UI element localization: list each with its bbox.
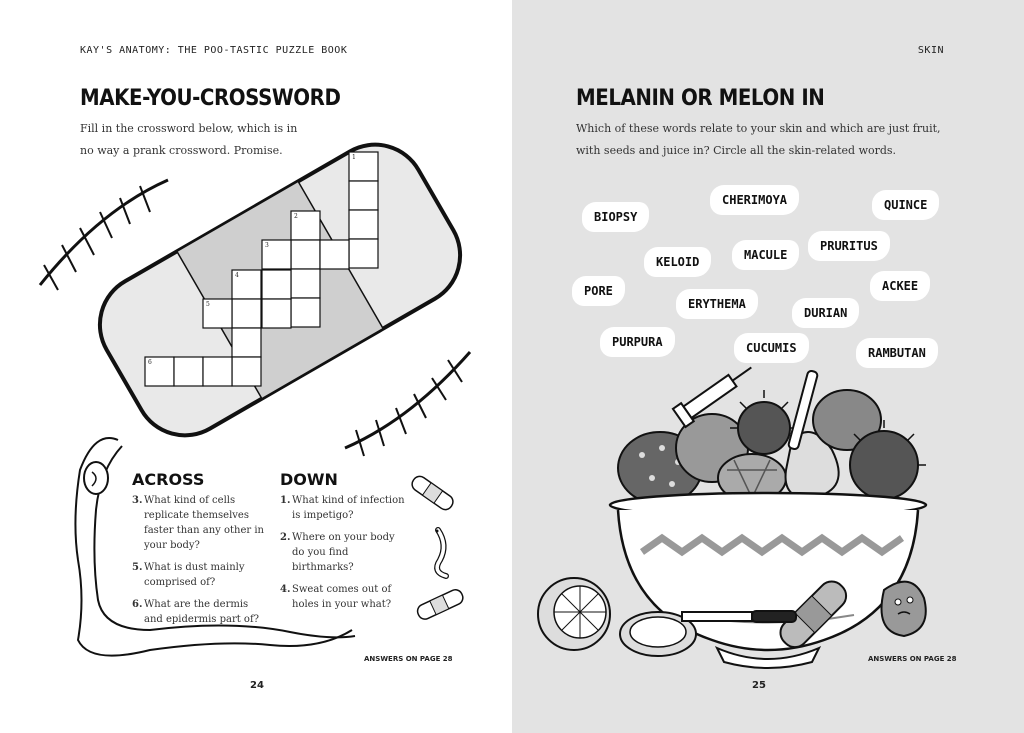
word-rambutan[interactable]: RAMBUTAN — [868, 346, 926, 360]
word-pruritus[interactable]: PRURITUS — [820, 239, 878, 253]
page-title-left: MAKE-YOU-CROSSWORD — [80, 86, 341, 111]
clue-num: 1. — [280, 495, 291, 506]
clue-text: Sweat comes out of holes in your what? — [292, 584, 392, 610]
clue-num: 4. — [280, 584, 291, 595]
answers-note-right: ANSWERS ON PAGE 28 — [868, 655, 957, 663]
clue-item — [132, 560, 264, 590]
clue-number: 5 — [206, 301, 210, 308]
clue-text: What is dust mainly comprised of? — [144, 562, 245, 588]
intro-line: Which of these words relate to your skin and which are just fruit, — [576, 122, 941, 135]
clue-num: 5. — [132, 562, 143, 573]
clue-number: 1 — [352, 154, 356, 161]
answers-note-left: ANSWERS ON PAGE 28 — [364, 655, 453, 663]
intro-line: Fill in the crossword below, which is in — [80, 122, 298, 135]
word-ackee[interactable]: ACKEE — [882, 279, 918, 293]
down-heading: DOWN — [280, 470, 338, 489]
running-head-left: KAY'S ANATOMY: THE POO-TASTIC PUZZLE BOOK — [80, 45, 348, 56]
clue-item — [280, 582, 410, 612]
intro-line: no way a prank crossword. Promise. — [80, 144, 283, 157]
clue-item — [280, 493, 410, 523]
clue-number: 3 — [265, 242, 269, 249]
clue-number: 2 — [294, 213, 298, 220]
word-biopsy[interactable]: BIOPSY — [594, 210, 637, 224]
word-durian[interactable]: DURIAN — [804, 306, 847, 320]
fruit-bowl-illustration — [512, 0, 1024, 733]
clue-item — [132, 493, 264, 553]
clue-num: 2. — [280, 532, 291, 543]
running-head-right: SKIN — [917, 45, 944, 56]
word-cucumis[interactable]: CUCUMIS — [746, 341, 797, 355]
word-purpura[interactable]: PURPURA — [612, 335, 663, 349]
clue-number: 6 — [148, 359, 152, 366]
clue-item — [132, 597, 264, 627]
page-title-right: MELANIN OR MELON IN — [576, 86, 825, 111]
down-clues — [280, 493, 410, 619]
across-heading: ACROSS — [132, 470, 205, 489]
clue-num: 6. — [132, 599, 143, 610]
word-cherimoya[interactable]: CHERIMOYA — [722, 193, 787, 207]
word-pore[interactable]: PORE — [584, 284, 613, 298]
word-keloid[interactable]: KELOID — [656, 255, 699, 269]
clue-item — [280, 530, 410, 575]
clue-text: What are the dermis and epidermis part of? — [144, 599, 260, 625]
clue-text: What kind of infection is impetigo? — [292, 495, 405, 521]
clue-num: 3. — [132, 495, 143, 506]
right-page — [512, 0, 1024, 733]
word-erythema[interactable]: ERYTHEMA — [688, 297, 746, 311]
page-number-right: 25 — [752, 680, 766, 691]
across-clues — [132, 493, 264, 634]
clue-text: What kind of cells replicate themselves faster than any other in your body? — [144, 495, 264, 551]
page-number-left: 24 — [250, 680, 264, 691]
clue-text: Where on your body do you find birthmarks? — [292, 532, 395, 573]
word-quince[interactable]: QUINCE — [884, 198, 927, 212]
clue-number: 4 — [235, 272, 239, 279]
word-macule[interactable]: MACULE — [744, 248, 787, 262]
intro-line: with seeds and juice in? Circle all the skin-related words. — [576, 144, 897, 157]
